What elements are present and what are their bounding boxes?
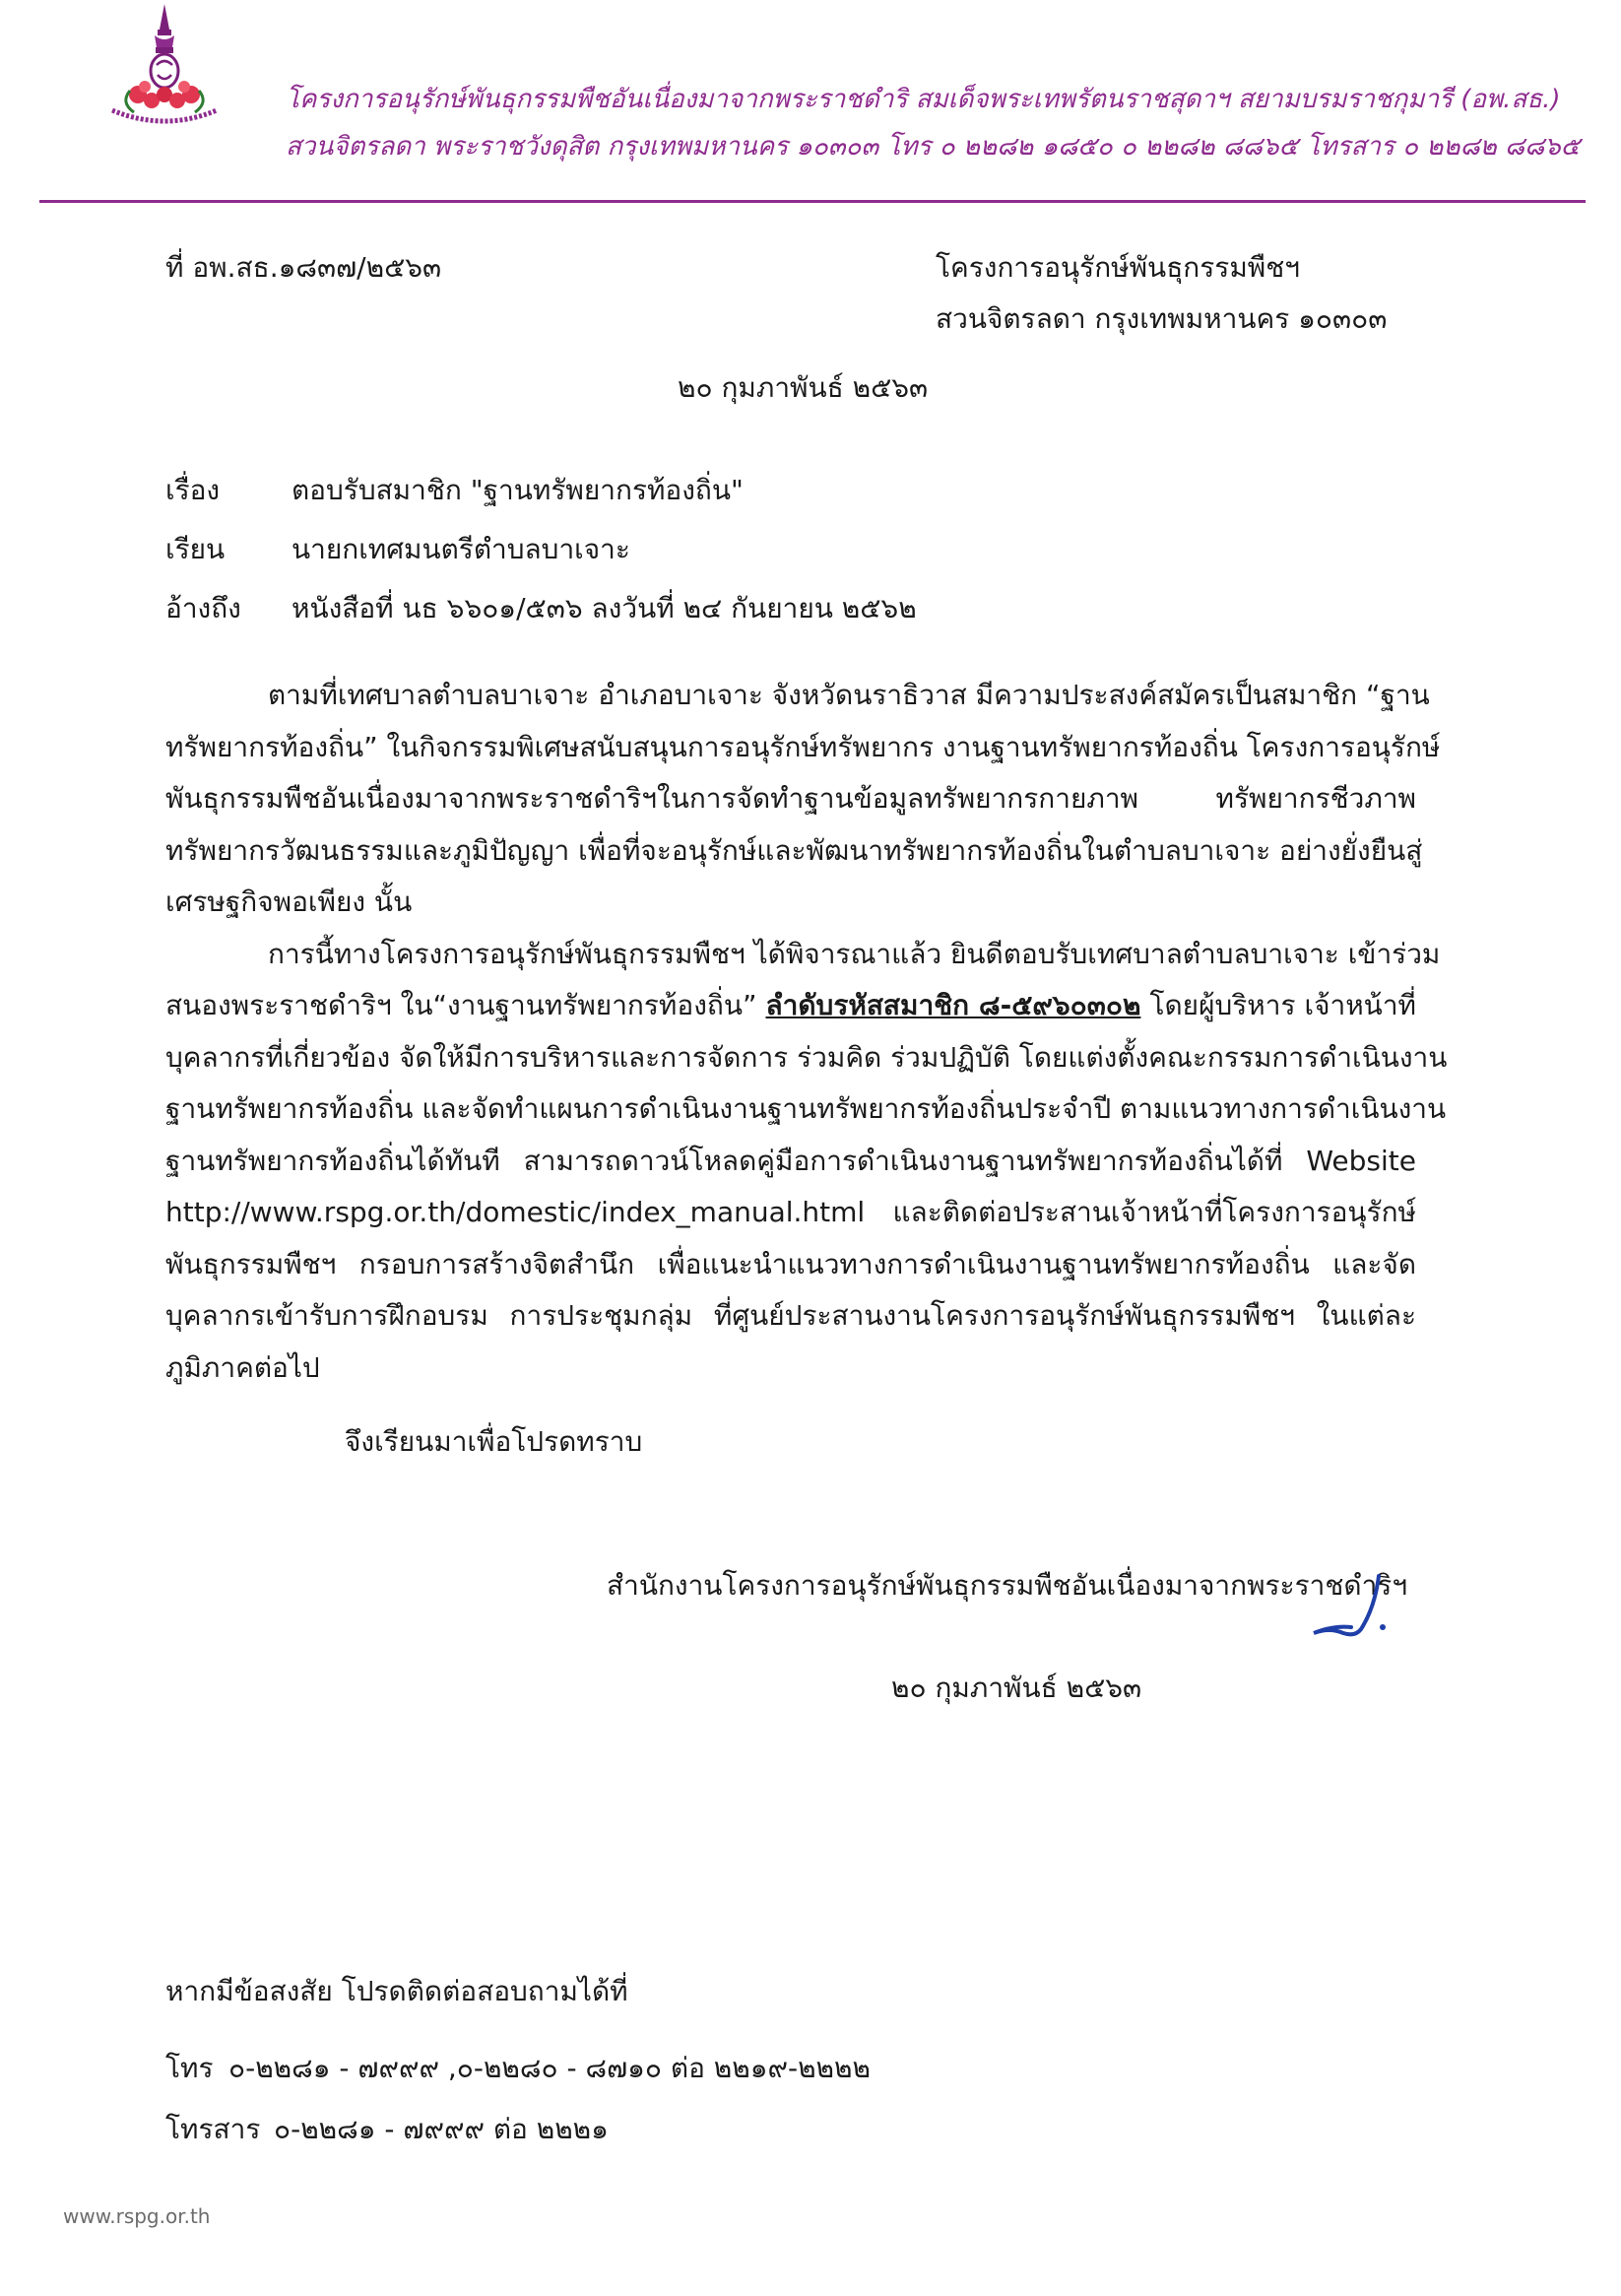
body-paragraph-1: [165, 670, 1448, 1394]
sender-name: โครงการอนุรักษ์พันธุกรรมพืชฯ: [936, 251, 1300, 284]
paragraph-line: เศรษฐกิจพอเพียง นั้น: [165, 886, 413, 918]
manual-url-line: http://www.rspg.or.th/domestic/index_manual.html และติดต่อประสานเจ้าหน้าที่โครงการอนุรักษ์: [165, 1196, 1416, 1228]
signature-org: สำนักงานโครงการอนุรักษ์พันธุกรรมพืชอันเนื่องมาจากพระราชดำริฯ: [607, 1569, 1408, 1602]
paragraph-line: การนี้ทางโครงการอนุรักษ์พันธุกรรมพืชฯ ได้พิจารณาแล้ว ยินดีตอบรับเทศบาลตำบลบาเจาะ เข้าร่วม: [268, 937, 1441, 970]
closing-line: จึงเรียนมาเพื่อโปรดทราบ: [345, 1425, 643, 1458]
reference-number: ที่ อพ.สธ.๑๘๓๗/๒๕๖๓: [165, 251, 442, 284]
header-divider: [39, 200, 1586, 203]
phone-label: โทร: [165, 2052, 214, 2084]
to-label: เรียน: [165, 533, 226, 565]
member-text-pre: สนองพระราชดำริฯ ใน“งานฐานทรัพยากรท้องถิ่น”: [165, 989, 757, 1021]
fax-value: ๐-๒๒๘๑ - ๗๙๙๙ ต่อ ๒๒๒๑: [274, 2113, 609, 2145]
paragraph-line: ทรัพยากรท้องถิ่น” ในกิจกรรมพิเศษสนับสนุนการอนุรักษ์ทรัพยากร งานฐานทรัพยากรท้องถิ่น โครงการอนุรักษ์: [165, 730, 1441, 763]
paragraph-line: บุคลากรเข้ารับการฝึกอบรม การประชุมกลุ่ม ที่ศูนย์ประสานงานโครงการอนุรักษ์พันธุกรรมพืชฯ ในแต่ละ: [165, 1299, 1416, 1332]
member-text-post: โดยผู้บริหาร เจ้าหน้าที่: [1149, 989, 1416, 1021]
rspg-logo: [91, 0, 238, 128]
paragraph-line: ตามที่เทศบาลตำบลบาเจาะ อำเภอบาเจาะ จังหวัดนราธิวาส มีความประสงค์สมัครเป็นสมาชิก “ฐาน: [268, 679, 1430, 711]
subject-value: ตอบรับสมาชิก "ฐานทรัพยากรท้องถิ่น": [292, 474, 744, 506]
signature-date: ๒๐ กุมภาพันธ์ ๒๕๖๓: [891, 1672, 1142, 1704]
ref-label: อ้างถึง: [165, 592, 241, 624]
letter-date: ๒๐ กุมภาพันธ์ ๒๕๖๓: [678, 371, 929, 404]
paragraph-line: พันธุกรรมพืชอันเนื่องมาจากพระราชดำริฯในการจัดทำฐานข้อมูลทรัพยากรกายภาพ ทรัพยากรชีวภาพ: [165, 782, 1416, 815]
paragraph-line: ภูมิภาคต่อไป: [165, 1350, 320, 1384]
footer-website: www.rspg.or.th: [63, 2204, 211, 2228]
signature-mark: [1300, 1568, 1398, 1647]
paragraph-line: ฐานทรัพยากรท้องถิ่น และจัดทำแผนการดำเนินงานฐานทรัพยากรท้องถิ่นประจำปี ตามแนวทางการดำเนินงาน: [165, 1092, 1447, 1125]
sender-address: สวนจิตรลดา กรุงเทพมหานคร ๑๐๓๐๓: [936, 302, 1388, 335]
paragraph-line-member-code: [165, 980, 1416, 1032]
to-value: นายกเทศมนตรีตำบลบาเจาะ: [292, 533, 630, 565]
subject-label: เรื่อง: [165, 474, 221, 506]
header-address-line: สวนจิตรลดา พระราชวังดุสิต กรุงเทพมหานคร ๑๐๓๐๓ โทร ๐ ๒๒๘๒ ๑๘๕๐ ๐ ๒๒๘๒ ๘๘๖๕ โทรสาร ๐ ๒๒๘๒ ๘๘๖๕: [286, 132, 1581, 162]
ref-value: หนังสือที่ นธ ๖๖๐๑/๕๓๖ ลงวันที่ ๒๔ กันยายน ๒๕๖๒: [292, 592, 917, 624]
phone-value: ๐-๒๒๘๑ - ๗๙๙๙ ,๐-๒๒๘๐ - ๘๗๑๐ ต่อ ๒๒๑๙-๒๒๒๒: [228, 2052, 871, 2084]
header-org-line: โครงการอนุรักษ์พันธุกรรมพืชอันเนื่องมาจากพระราชดำริ สมเด็จพระเทพรัตนราชสุดาฯ สยามบรมราชกุมารี (อพ.สธ.): [286, 85, 1561, 114]
paragraph-line: ฐานทรัพยากรท้องถิ่นได้ทันที สามารถดาวน์โหลดคู่มือการดำเนินงานฐานทรัพยากรท้องถิ่นได้ที่ Website: [165, 1144, 1416, 1177]
contact-intro: หากมีข้อสงสัย โปรดติดต่อสอบถามได้ที่: [165, 1975, 628, 2007]
fax-label: โทรสาร: [165, 2113, 261, 2145]
paragraph-line: ทรัพยากรวัฒนธรรมและภูมิปัญญา เพื่อที่จะอนุรักษ์และพัฒนาทรัพยากรท้องถิ่นในตำบลบาเจาะ อย่างยั่งยืนสู่: [165, 833, 1423, 867]
paragraph-line: บุคลากรที่เกี่ยวข้อง จัดให้มีการบริหารและการจัดการ ร่วมคิด ร่วมปฏิบัติ โดยแต่งตั้งคณะกรรมการดำเนินงาน: [165, 1040, 1448, 1074]
member-code: ลำดับรหัสสมาชิก ๘-๕๙๖๐๓๐๒: [765, 989, 1141, 1021]
paragraph-line: พันธุกรรมพืชฯ กรอบการสร้างจิตสำนึก เพื่อแนะนำแนวทางการดำเนินงานฐานทรัพยากรท้องถิ่น และจัด: [165, 1247, 1416, 1280]
